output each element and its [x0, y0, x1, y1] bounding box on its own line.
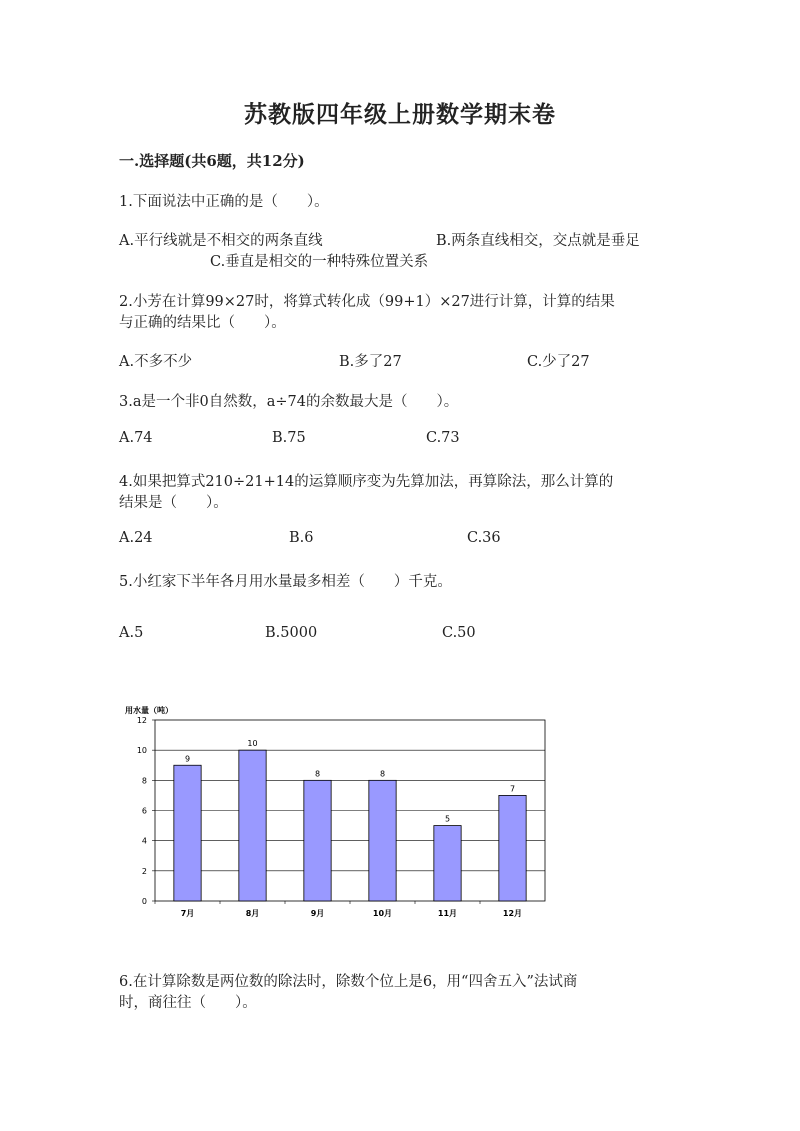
- chart-y-tick-label: 6: [141, 806, 147, 816]
- question-4-line-2: 结果是（ ）。: [119, 495, 228, 511]
- question-4-option-b: B.6: [289, 530, 314, 546]
- question-3-option-b: B.75: [272, 430, 306, 446]
- question-1-line-1: 1.下面说法中正确的是（ ）。: [119, 194, 329, 210]
- chart-grid: [152, 720, 545, 901]
- question-1-option-c: C.垂直是相交的一种特殊位置关系: [210, 254, 429, 270]
- question-2-option-a: A.不多不少: [119, 354, 193, 370]
- water-usage-bar-chart: [110, 695, 560, 930]
- question-1-option-b: B.两条直线相交，交点就是垂足: [436, 233, 640, 249]
- chart-y-ticks: [137, 716, 147, 906]
- question-6-line-1: 6.在计算除数是两位数的除法时，除数个位上是6，用“四舍五入”法试商: [119, 974, 578, 990]
- question-3-option-a: A.74: [119, 430, 153, 446]
- chart-y-tick-label: 12: [136, 716, 147, 725]
- chart-y-tick-label: 2: [141, 866, 147, 876]
- question-5-option-b: B.5000: [265, 625, 318, 641]
- question-2-option-c: C.少了27: [527, 354, 590, 370]
- chart-x-tick-label: 7月: [180, 909, 195, 918]
- question-6-line-2: 时，商往往（ ）。: [119, 995, 257, 1011]
- question-4-option-a: A.24: [119, 530, 153, 546]
- question-2-line-2: 与正确的结果比（ ）。: [119, 315, 286, 331]
- chart-x-tick-label: 12月: [502, 909, 523, 918]
- chart-data-label: 9: [184, 754, 191, 764]
- chart-data-label: 8: [379, 769, 386, 779]
- chart-bar: [174, 765, 201, 901]
- question-3-option-c: C.73: [426, 430, 460, 446]
- chart-y-tick-label: 10: [136, 746, 147, 756]
- question-5-option-a: A.5: [119, 625, 144, 641]
- chart-bars: [174, 750, 526, 901]
- chart-bar: [239, 750, 266, 901]
- chart-y-tick-label: 8: [141, 776, 147, 786]
- question-1-option-a: A.平行线就是不相交的两条直线: [119, 233, 323, 249]
- chart-x-tick-label: 8月: [245, 909, 260, 918]
- chart-x-tick-label: 10月: [372, 909, 393, 918]
- question-5-line-1: 5.小红家下半年各月用水量最多相差（ ）千克。: [119, 574, 452, 590]
- chart-y-axis-label: 用水量（吨）: [125, 706, 173, 715]
- chart-bar: [434, 826, 461, 901]
- chart-data-label: 10: [247, 739, 258, 749]
- question-5-option-c: C.50: [442, 625, 476, 641]
- chart-x-tick-label: 9月: [310, 909, 325, 918]
- chart-x-ticks: [155, 901, 522, 918]
- chart-y-tick-label: 0: [141, 897, 147, 906]
- chart-data-label: 5: [444, 814, 451, 824]
- page-title: 苏教版四年级上册数学期末卷: [244, 101, 556, 128]
- question-3-line-1: 3.a是一个非0自然数，a÷74的余数最大是（ ）。: [119, 394, 459, 410]
- question-2-line-1: 2.小芳在计算99×27时，将算式转化成（99+1）×27进行计算，计算的结果: [119, 294, 615, 310]
- chart-bar: [369, 780, 396, 901]
- section-heading: 一.选择题(共6题，共12分): [119, 152, 305, 170]
- chart-bar: [304, 780, 331, 901]
- chart-y-tick-label: 4: [141, 836, 147, 846]
- question-4-line-1: 4.如果把算式210÷21+14的运算顺序变为先算加法，再算除法，那么计算的: [119, 474, 614, 490]
- chart-data-label: 8: [314, 769, 321, 779]
- chart-data-labels: [185, 739, 515, 823]
- chart-data-label: 7: [509, 784, 516, 794]
- chart-x-tick-label: 11月: [437, 909, 458, 918]
- chart-bar: [499, 795, 526, 901]
- question-4-option-c: C.36: [467, 530, 501, 546]
- question-2-option-b: B.多了27: [339, 354, 402, 370]
